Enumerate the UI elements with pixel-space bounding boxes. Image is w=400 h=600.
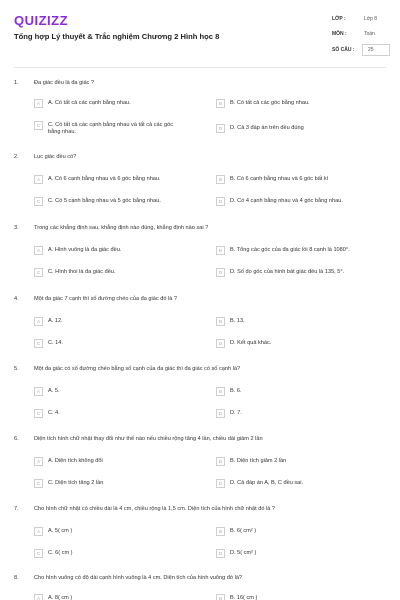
- option-letter-box: D: [216, 479, 225, 488]
- option-text: C. 4.: [48, 410, 60, 416]
- option-c[interactable]: [34, 122, 184, 136]
- option-text: C. 14.: [48, 340, 63, 346]
- question-number: 7.: [14, 506, 19, 512]
- worksheet-title: Tổng hợp Lý thuyết & Trắc nghiệm Chương 2 Hình học 8: [14, 32, 220, 41]
- option-d[interactable]: [216, 410, 386, 418]
- option-text: A. Diện tích không đổi: [48, 458, 103, 464]
- option-text: A. Có tất cả các cạnh bằng nhau.: [48, 100, 131, 106]
- option-letter-box: A: [34, 594, 43, 600]
- option-letter-box: B: [216, 387, 225, 396]
- option-d[interactable]: [216, 550, 386, 558]
- option-text: C. Có 5 cạnh bằng nhau và 5 góc bằng nhau.: [48, 198, 161, 204]
- option-text: A. 5( cm ): [48, 528, 73, 534]
- option-text: A. Hình vuông là đa giác đều.: [48, 247, 122, 253]
- question-number: 3.: [14, 225, 19, 231]
- option-text: A. 12.: [48, 318, 63, 324]
- option-d[interactable]: [216, 198, 386, 206]
- option-text: D. 7.: [230, 410, 242, 416]
- option-a[interactable]: [34, 247, 204, 255]
- meta-grade-value: Lớp 8: [364, 16, 378, 22]
- option-letter-box: C: [34, 549, 43, 558]
- option-text: B. 6.: [230, 388, 242, 394]
- option-letter-box: C: [34, 409, 43, 418]
- option-text: C. Có tất cả các cạnh bằng nhau và tất cả các góc bằng nhau.: [48, 122, 174, 135]
- option-c[interactable]: [34, 550, 204, 558]
- option-text: B. 6( cm² ): [230, 528, 257, 534]
- option-letter-box: B: [216, 99, 225, 108]
- option-b[interactable]: [216, 528, 386, 536]
- option-letter-box: A: [34, 175, 43, 184]
- question-number: 5.: [14, 366, 19, 372]
- option-d[interactable]: [216, 480, 386, 488]
- meta-subject-value: Toán: [364, 31, 375, 37]
- question-text: Một đa giác 7 cạnh thì số đường chéo của đa giác đó là ?: [34, 296, 177, 302]
- option-letter-box: A: [34, 387, 43, 396]
- option-a[interactable]: [34, 458, 204, 466]
- option-text: D. Cả 3 đáp án trên đều đúng: [230, 125, 304, 131]
- option-text: C. Diện tích tăng 2 lần: [48, 480, 104, 486]
- quizizz-logo: QUIZIZZ: [14, 13, 69, 28]
- option-d[interactable]: [216, 125, 386, 133]
- option-letter-box: B: [216, 594, 225, 600]
- option-letter-box: D: [216, 197, 225, 206]
- option-a[interactable]: [34, 595, 204, 600]
- option-text: B. 13.: [230, 318, 245, 324]
- question-number: 1.: [14, 80, 19, 86]
- option-letter-box: A: [34, 99, 43, 108]
- option-b[interactable]: [216, 100, 386, 108]
- option-a[interactable]: [34, 528, 204, 536]
- question-text: Một đa giác có số đường chéo bằng số cạnh của đa giác thì đa giác có số cạnh là?: [34, 366, 241, 372]
- option-text: A. 8( cm ): [48, 595, 73, 600]
- option-a[interactable]: [34, 100, 204, 108]
- option-a[interactable]: [34, 318, 204, 326]
- option-letter-box: C: [34, 197, 43, 206]
- option-text: C. 6( cm ): [48, 550, 73, 556]
- option-letter-box: B: [216, 175, 225, 184]
- option-a[interactable]: [34, 176, 204, 184]
- meta-count-box: [362, 44, 390, 56]
- option-c[interactable]: [34, 340, 204, 348]
- option-letter-box: B: [216, 457, 225, 466]
- meta-subject-label: MÔN :: [332, 31, 347, 37]
- question-text: Trong các khẳng định sau, khẳng định nào đúng, khẳng định nào sai ?: [34, 225, 209, 231]
- question-number: 2.: [14, 154, 19, 160]
- option-letter-box: C: [34, 339, 43, 348]
- meta-count-label: SỐ CÂU :: [332, 47, 355, 53]
- question-text: Diện tích hình chữ nhật thay đổi như thế nào nếu chiều rộng tăng 4 lần, chiều dài giảm 2 lần: [34, 436, 263, 442]
- option-text: D. Số đo góc của hình bát giác đều là 135, 5°.: [230, 269, 345, 275]
- option-c[interactable]: [34, 198, 204, 206]
- option-letter-box: B: [216, 317, 225, 326]
- option-text: D. Có 4 cạnh bằng nhau và 4 góc bằng nhau.: [230, 198, 343, 204]
- question-number: 4.: [14, 296, 19, 302]
- option-letter-box: A: [34, 246, 43, 255]
- header-divider: [14, 67, 386, 68]
- option-text: B. Diện tích giảm 2 lần: [230, 458, 287, 464]
- worksheet-header: [0, 0, 400, 66]
- option-text: D. Kết quả khác.: [230, 340, 272, 346]
- option-text: B. Có tất cả các góc bằng nhau.: [230, 100, 310, 106]
- option-b[interactable]: [216, 176, 386, 184]
- option-letter-box: B: [216, 527, 225, 536]
- option-letter-box: A: [34, 317, 43, 326]
- option-letter-box: C: [34, 268, 43, 277]
- question-number: 6.: [14, 436, 19, 442]
- option-letter-box: D: [216, 124, 225, 133]
- option-text: B. Có 6 cạnh bằng nhau và 6 góc bất kì: [230, 176, 329, 182]
- option-letter-box: D: [216, 339, 225, 348]
- option-letter-box: A: [34, 457, 43, 466]
- option-b[interactable]: [216, 595, 386, 600]
- option-letter-box: C: [34, 479, 43, 488]
- option-text: C. Hình thoi là đa giác đều.: [48, 269, 116, 275]
- option-a[interactable]: [34, 388, 204, 396]
- option-b[interactable]: [216, 318, 386, 326]
- question-text: Lục giác đều có?: [34, 154, 77, 160]
- option-text: D. Cả đáp án A, B, C đều sai.: [230, 480, 304, 486]
- option-d[interactable]: [216, 340, 386, 348]
- option-c[interactable]: [34, 269, 204, 277]
- question-number: 8.: [14, 575, 19, 581]
- option-text: A. 5.: [48, 388, 60, 394]
- option-letter-box: D: [216, 268, 225, 277]
- option-letter-box: B: [216, 246, 225, 255]
- option-letter-box: D: [216, 409, 225, 418]
- option-text: B. Tổng các góc của đa giác lồi 8 cạnh là 1080°.: [230, 247, 350, 253]
- option-text: D. 5( cm² ): [230, 550, 257, 556]
- option-letter-box: C: [34, 121, 43, 130]
- option-letter-box: A: [34, 527, 43, 536]
- option-letter-box: D: [216, 549, 225, 558]
- question-text: Đa giác đều là đa giác ?: [34, 80, 95, 86]
- question-text: Cho hình chữ nhật có chiều dài là 4 cm, chiều rộng là 1,5 cm. Diện tích của hình chữ nhật đó là ?: [34, 506, 276, 512]
- option-d[interactable]: [216, 269, 386, 277]
- option-b[interactable]: [216, 247, 386, 255]
- option-c[interactable]: [34, 410, 204, 418]
- meta-grade-label: LỚP :: [332, 16, 346, 22]
- option-b[interactable]: [216, 458, 386, 466]
- option-text: B. 16( cm ): [230, 595, 258, 600]
- option-b[interactable]: [216, 388, 386, 396]
- meta-count-value: 25: [368, 47, 374, 53]
- question-text: Cho hình vuông có độ dài cạnh hình vuông là 4 cm. Diện tích của hình vuông đó là?: [34, 575, 243, 581]
- option-text: A. Có 6 cạnh bằng nhau và 6 góc bằng nhau.: [48, 176, 161, 182]
- option-c[interactable]: [34, 480, 204, 488]
